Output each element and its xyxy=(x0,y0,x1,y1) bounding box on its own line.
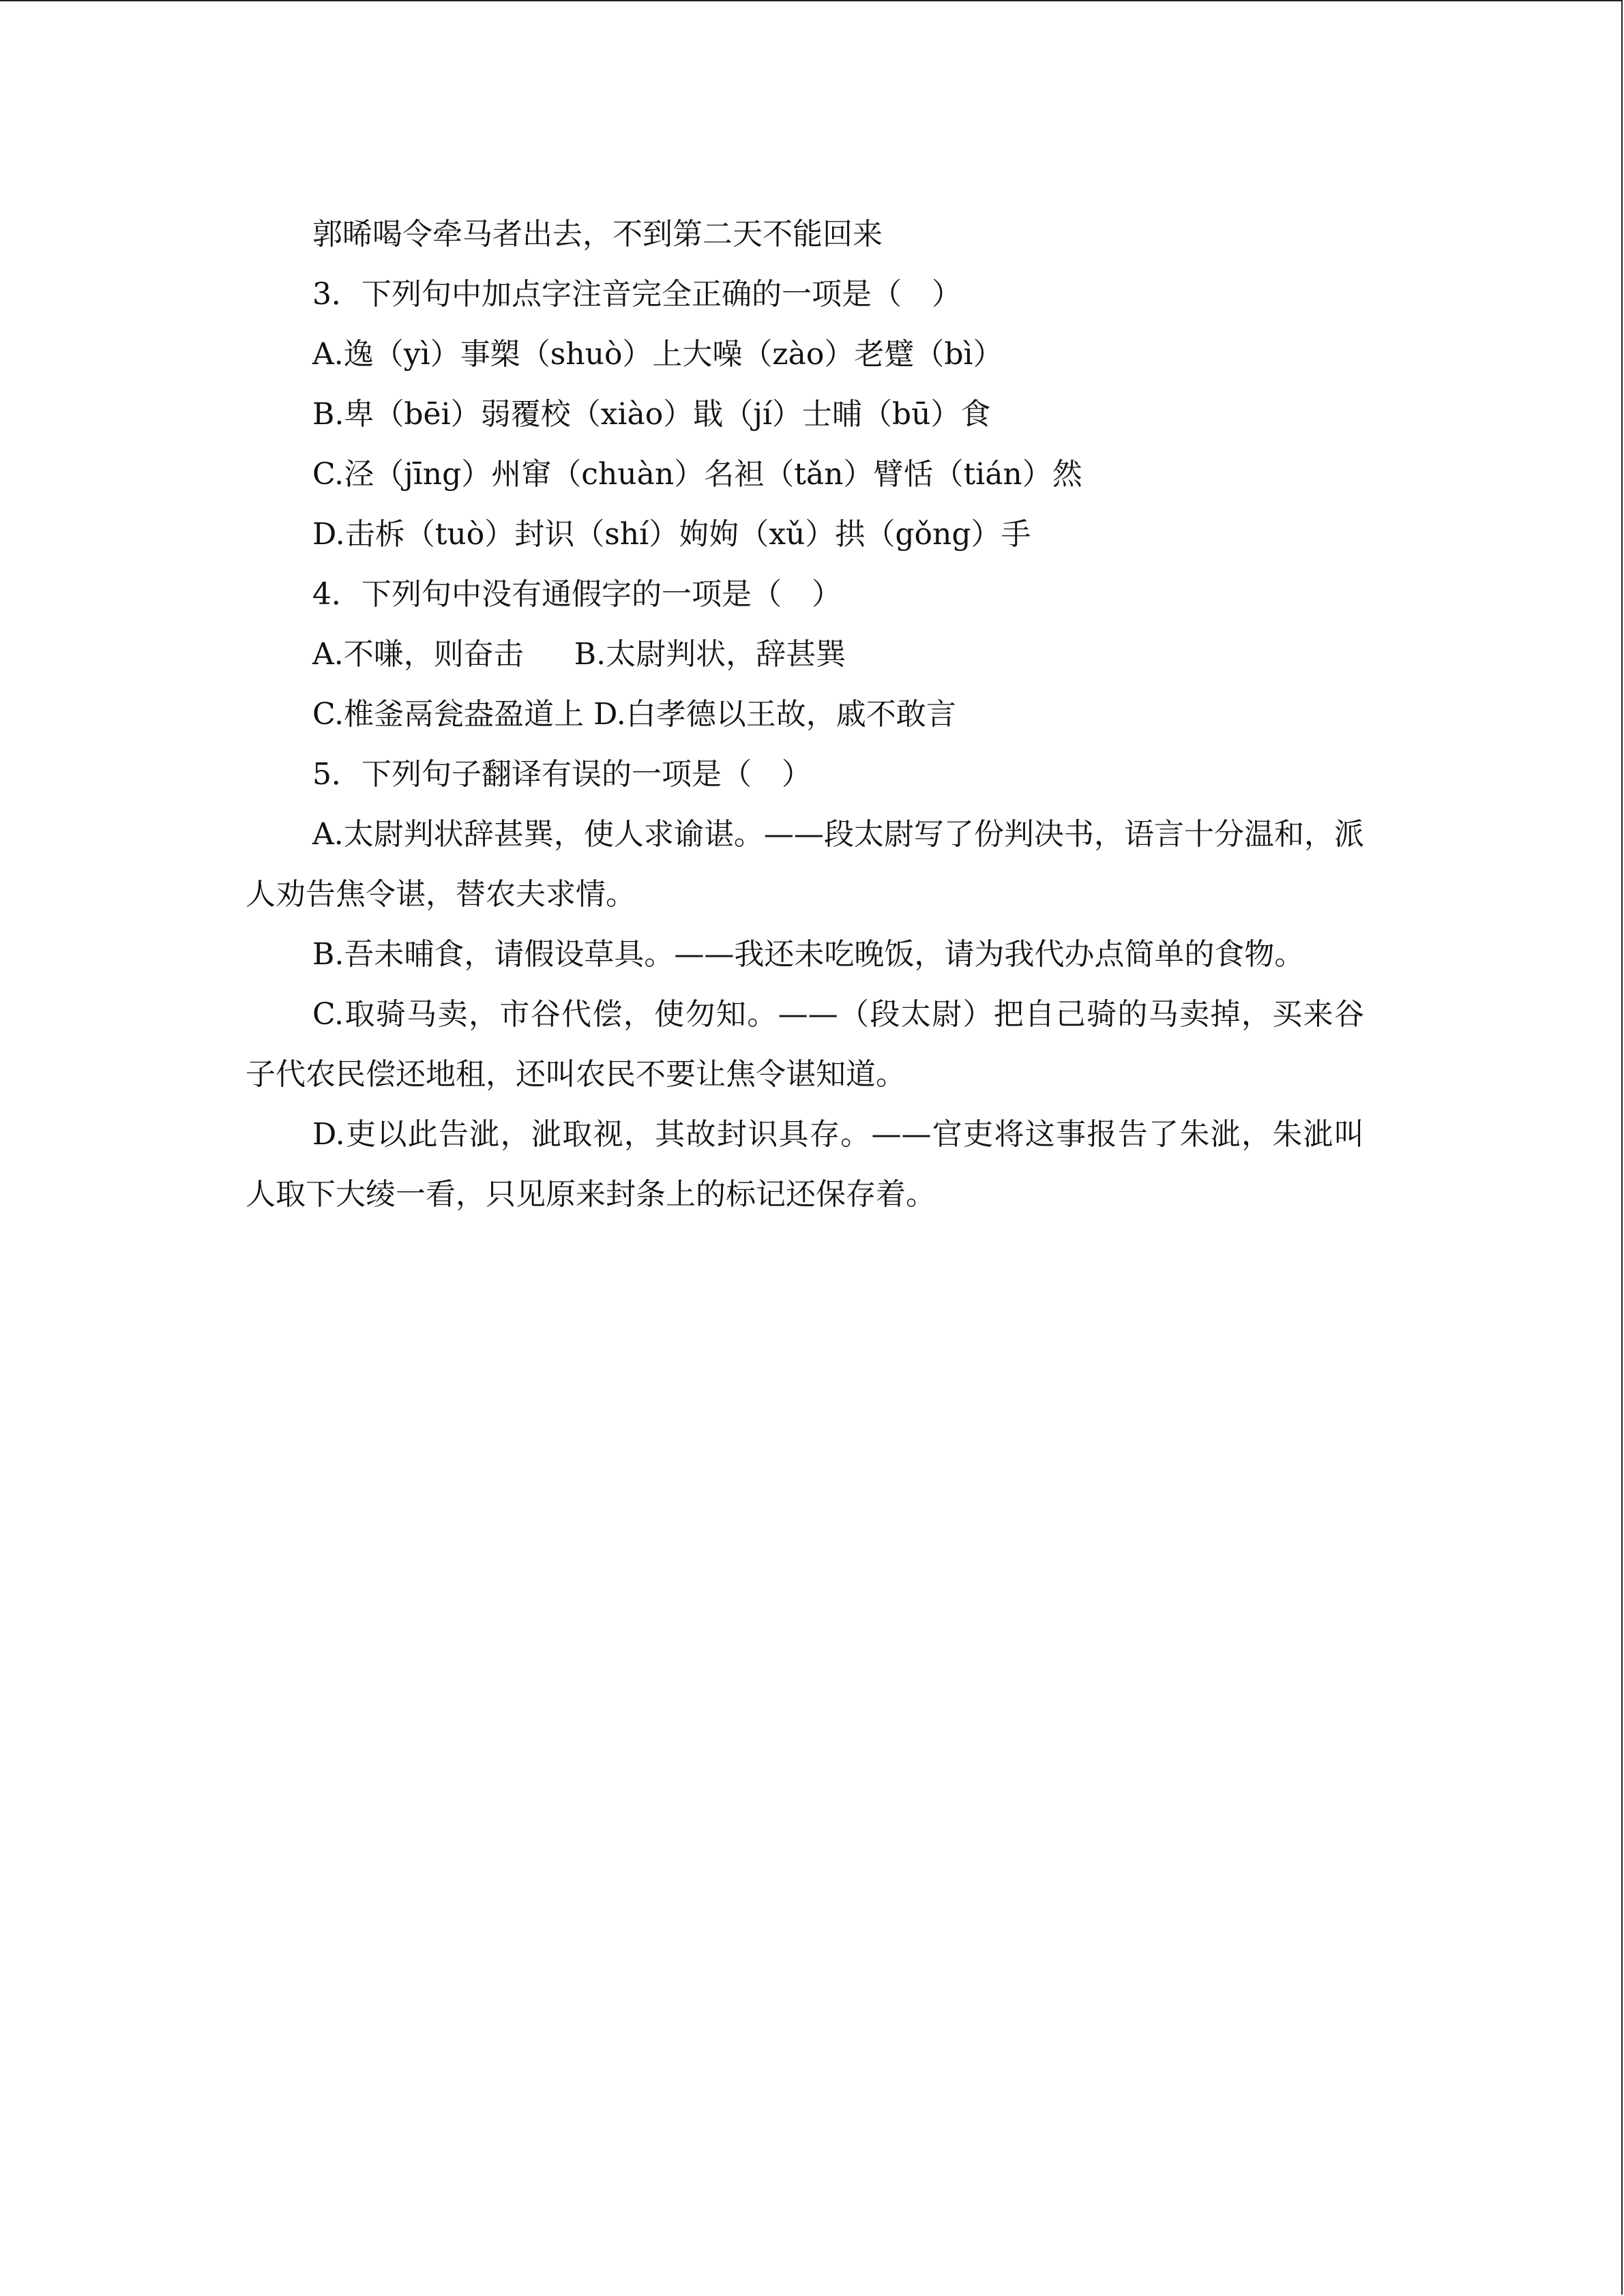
question-5-option-d: D.吏以此告泚，泚取视，其故封识具存。——官吏将这事报告了朱泚，朱泚叫人取下大绫一看，只见原来封条上的标记还保存着。 xyxy=(246,1117,1364,1212)
question-4-option-a: A.不嗛，则奋击 xyxy=(312,637,524,672)
question-5-option-a: A.太尉判状辞甚巽，使人求谕谌。——段太尉写了份判决书，语言十分温和，派人劝告焦令谌，替农夫求情。 xyxy=(246,817,1364,912)
document-body xyxy=(246,205,1364,1225)
question-4-options-cd: C.椎釜鬲瓮盎盈道上 D.白孝德以王故，戚不敢言 xyxy=(312,697,956,732)
question-5-option-c: C.取骑马卖，市谷代偿，使勿知。——（段太尉）把自己骑的马卖掉，买来谷子代农民偿还地租，还叫农民不要让焦令谌知道。 xyxy=(246,997,1364,1092)
question-3-option-d: D.击柝（tuò）封识（shí）姁姁（xǔ）拱（gǒng）手 xyxy=(312,517,1031,552)
question-3-option-a: A.逸（yì）事槊（shuò）上大噪（zào）老躄（bì） xyxy=(312,337,1003,372)
question-3-option-b: B.卑（bēi）弱覆校（xiào）戢（jí）士晡（bū）食 xyxy=(312,397,991,432)
intro-line: 郭晞喝令牵马者出去，不到第二天不能回来 xyxy=(312,217,883,252)
question-4-options-ab xyxy=(246,625,1364,685)
question-4-stem: 4．下列句中没有通假字的一项是（ ） xyxy=(312,577,842,612)
question-5-stem: 5．下列句子翻译有误的一项是（ ） xyxy=(312,757,812,792)
question-4-option-b: B.太尉判状，辞甚巽 xyxy=(574,637,846,672)
question-3-option-c: C.泾（jīng）州窜（chuàn）名袒（tǎn）臂恬（tián）然 xyxy=(312,457,1082,492)
question-5-option-b: B.吾未晡食，请假设草具。——我还未吃晚饭，请为我代办点简单的食物。 xyxy=(312,937,1305,972)
question-3-stem: 3．下列句中加点字注音完全正确的一项是（ ） xyxy=(312,277,962,312)
